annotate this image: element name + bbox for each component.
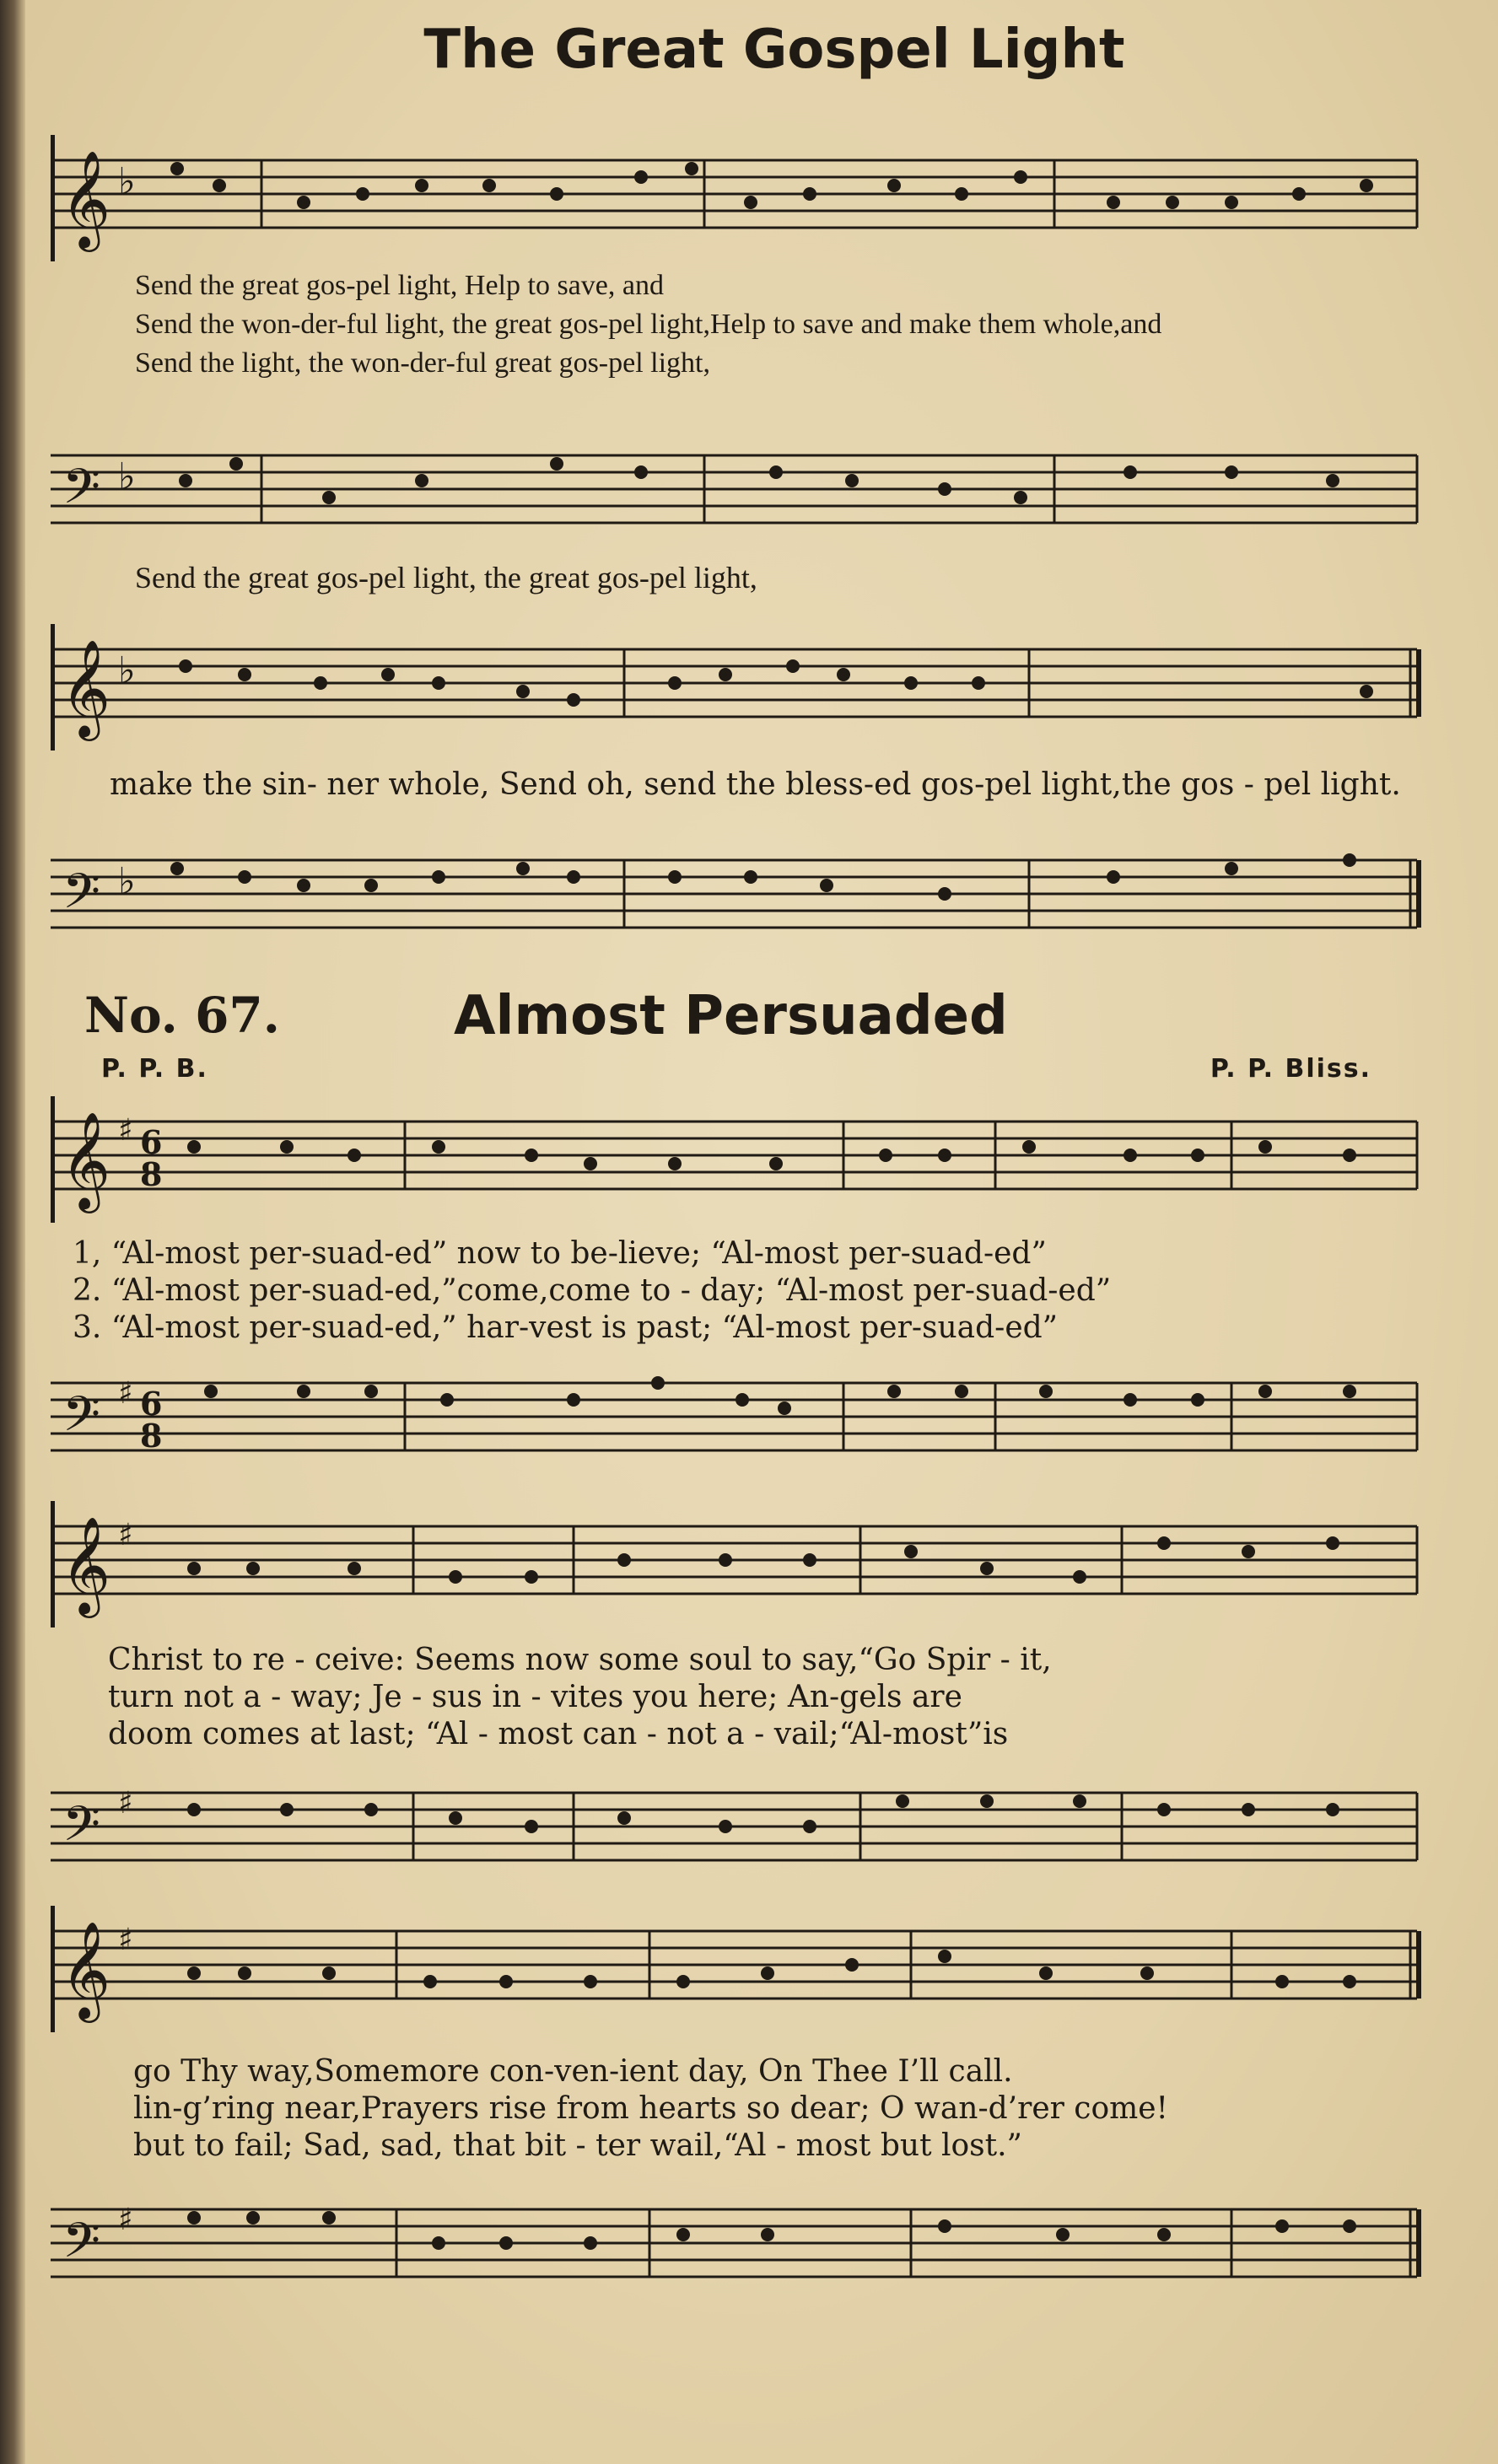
svg-text:𝄞: 𝄞 (61, 1111, 111, 1209)
svg-text:𝄢: 𝄢 (62, 1795, 101, 1864)
svg-text:♯: ♯ (118, 1786, 133, 1821)
svg-text:𝄢: 𝄢 (62, 1385, 101, 1455)
svg-text:𝄞: 𝄞 (61, 638, 111, 737)
lyric-line: make the sin- ner whole, Send oh, send the bless-ed gos-pel light,the gos - pel light. (110, 767, 1401, 802)
svg-text:♭: ♭ (118, 860, 136, 903)
lyric-line: Send the light, the won-der-ful great gos-pel light, (135, 347, 710, 379)
svg-text:6: 6 (140, 1123, 163, 1161)
lyric-line: but to fail; Sad, sad, that bit - ter wail,“Al - most but lost.” (133, 2128, 1022, 2163)
bass-staff (51, 2176, 1425, 2302)
lyric-line: 3. “Al-most per-suad-ed,” har-vest is past; “Al-most per-suad-ed” (73, 1310, 1059, 1345)
svg-text:♯: ♯ (118, 1113, 133, 1148)
treble-staff (51, 624, 1425, 750)
music-credit: P. P. Bliss. (1210, 1054, 1371, 1084)
bass-staff (51, 422, 1425, 548)
svg-text:6: 6 (140, 1385, 163, 1423)
svg-text:𝄞: 𝄞 (61, 149, 111, 248)
svg-text:𝄢: 𝄢 (62, 863, 101, 932)
hymn-title: The Great Gospel Light (423, 19, 1125, 81)
svg-text:𝄞: 𝄞 (61, 1515, 111, 1614)
lyric-line: turn not a - way; Je - sus in - vites you here; An-gels are (108, 1680, 962, 1714)
bass-staff (51, 1759, 1425, 1886)
svg-text:♯: ♯ (118, 1923, 133, 1957)
bass-staff (51, 826, 1425, 953)
svg-text:𝄢: 𝄢 (62, 458, 101, 527)
svg-text:♯: ♯ (118, 1518, 133, 1552)
svg-text:♯: ♯ (118, 1376, 133, 1411)
lyric-line: go Thy way,Somemore con-ven-ient day, On Thee I’ll call. (133, 2054, 1013, 2089)
svg-text:♭: ♭ (118, 649, 136, 692)
book-binding-edge (0, 0, 25, 2464)
treble-staff (51, 1096, 1425, 1223)
hymn-title: Almost Persuaded (454, 985, 1008, 1047)
svg-text:♯: ♯ (118, 2203, 133, 2237)
treble-staff (51, 1501, 1425, 1627)
svg-text:♭: ♭ (118, 160, 136, 203)
treble-staff (51, 1906, 1425, 2032)
svg-text:𝄢: 𝄢 (62, 2212, 101, 2281)
bass-staff (51, 1349, 1425, 1476)
svg-text:8: 8 (140, 1417, 163, 1455)
svg-text:♭: ♭ (118, 455, 136, 498)
words-credit: P. P. B. (101, 1054, 208, 1084)
lyric-line: doom comes at last; “Al - most can - not a - vail;“Al-most”is (108, 1717, 1009, 1751)
lyric-line: Send the great gos-pel light, the great gos-pel light, (135, 561, 757, 594)
lyric-line: Christ to re - ceive: Seems now some soul to say,“Go Spir - it, (108, 1643, 1052, 1677)
svg-text:8: 8 (140, 1155, 163, 1193)
hymn-number: No. 67. (84, 987, 280, 1044)
lyric-line: Send the won-der-ful light, the great gos-pel light,Help to save and make them whole,and (135, 309, 1162, 340)
lyric-line: lin-g’ring near,Prayers rise from hearts so dear; O wan-d’rer come! (133, 2091, 1169, 2126)
svg-text:𝄞: 𝄞 (61, 1920, 111, 2019)
lyric-line: 1, “Al-most per-suad-ed” now to be-lieve; “Al-most per-suad-ed” (73, 1236, 1047, 1271)
lyric-line: 2. “Al-most per-suad-ed,”come,come to - day; “Al-most per-suad-ed” (73, 1273, 1112, 1308)
treble-staff (51, 135, 1425, 261)
lyric-line: Send the great gos-pel light, Help to save, and (135, 270, 664, 301)
